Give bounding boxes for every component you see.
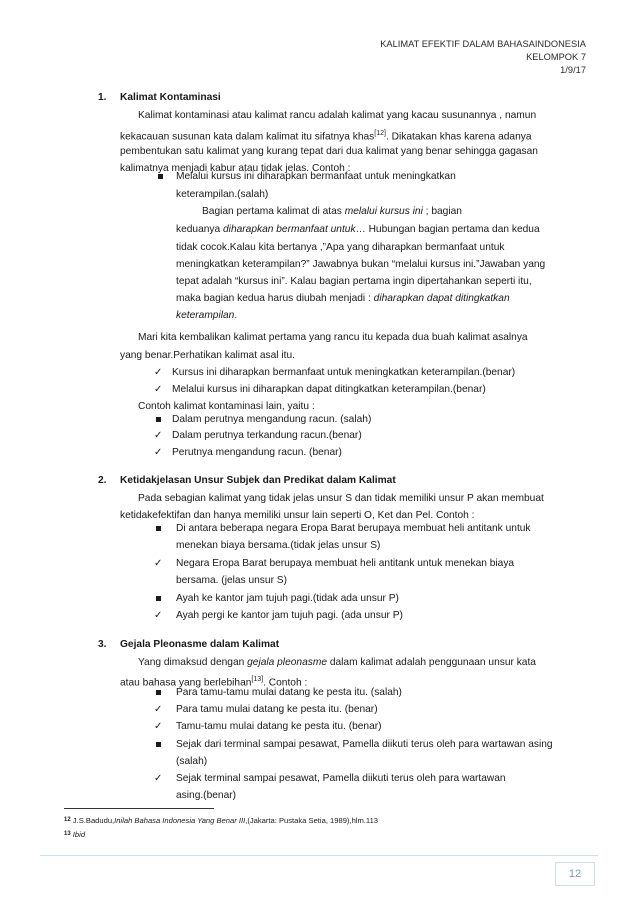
- square-bullet-icon: [156, 737, 161, 753]
- correct-example: Para tamu mulai datang ke pesta itu. (benar): [176, 704, 378, 715]
- footer-divider: [40, 855, 598, 856]
- example-item: Di antara beberapa negara Eropa Barat berupaya membuat heli antitank untuk: [176, 523, 531, 534]
- header-group: KELOMPOK 7: [526, 52, 586, 62]
- explanation-line: maka bagian kedua harus diubah menjadi : diharapkan dapat ditingkatkan: [176, 293, 510, 304]
- section1-paragraph: kekacauan susunan kata dalam kalimat itu sifatnya khas[12]. Dikatakan khas karena adanya: [120, 130, 532, 143]
- checkmark-icon: ✓: [154, 721, 163, 732]
- correct-example: Melalui kursus ini diharapkan dapat ditingkatkan keterampilan.(benar): [172, 384, 486, 395]
- section2-paragraph: ketidakefektifan dan hanya memiliki unsur lain seperti O, Ket dan Pel. Contoh :: [120, 510, 475, 521]
- section1-paragraph: Kalimat kontaminasi atau kalimat rancu adalah kalimat yang kacau susunannya , namun: [138, 110, 537, 121]
- section1-title: Kalimat Kontaminasi: [120, 92, 221, 103]
- checkmark-icon: ✓: [154, 384, 163, 395]
- page-number: 12: [555, 862, 595, 886]
- correct-example: Ayah pergi ke kantor jam tujuh pagi. (ada unsur P): [176, 610, 403, 621]
- header-date: 1/9/17: [560, 65, 586, 75]
- example-item: menekan biaya bersama.(tidak jelas unsur S): [176, 540, 381, 551]
- example-item: Ayah ke kantor jam tujuh pagi.(tidak ada unsur P): [176, 593, 399, 604]
- square-bullet-icon: [158, 169, 163, 185]
- footnote-13: $^{13}$ Ibid: [64, 830, 86, 839]
- section1-paragraph: yang benar.Perhatikan kalimat asal itu.: [120, 350, 295, 361]
- explanation-line: keterampilan.: [176, 310, 238, 321]
- correct-example: Tamu-tamu mulai datang ke pesta itu. (benar): [176, 721, 382, 732]
- explanation-line: keduanya diharapkan bermanfaat untuk… Hubungan bagian pertama dan kedua: [176, 224, 540, 235]
- checkmark-icon: ✓: [154, 367, 163, 378]
- section1-paragraph: kalimatnya menjadi kabur atau tidak jelas. Contoh :: [120, 163, 351, 174]
- explanation-line: tidak cocok.Kalau kita bertanya ,”Apa yang diharapkan bermanfaat untuk: [176, 242, 505, 253]
- correct-example: Negara Eropa Barat berupaya membuat heli antitank untuk menekan biaya: [176, 558, 515, 569]
- square-bullet-icon: [156, 685, 161, 701]
- checkmark-icon: ✓: [154, 558, 163, 569]
- section2-title: Ketidakjelasan Unsur Subjek dan Predikat dalam Kalimat: [120, 475, 396, 486]
- example-item: Sejak dari terminal sampai pesawat, Pamella diikuti terus oleh para wartawan asing: [176, 739, 553, 750]
- example-item: Melalui kursus ini diharapkan bermanfaat untuk meningkatkan: [176, 171, 456, 182]
- section1-number: 1.: [98, 92, 107, 103]
- section1-paragraph: pembentukan satu kalimat yang kurang tepat dari dua kalimat yang benar sehingga gagasan: [120, 146, 538, 157]
- explanation-line: Bagian pertama kalimat di atas melalui kursus ini ; bagian: [202, 206, 462, 217]
- correct-example: Sejak terminal sampai pesawat, Pamella diikuti terus oleh para wartawan: [176, 773, 506, 784]
- section3-paragraph: atau bahasa yang berlebihan[13]. Contoh :: [120, 676, 308, 689]
- checkmark-icon: ✓: [154, 610, 163, 621]
- correct-example: Perutnya mengandung racun. (benar): [172, 447, 342, 458]
- explanation-line: tepat adalah “kursus ini”. Kalau bagian pertama ingin dipertahankan seperti itu,: [176, 276, 532, 287]
- section1-paragraph: Mari kita kembalikan kalimat pertama yang rancu itu kepada dua buah kalimat asalnya: [138, 332, 528, 343]
- correct-example: asing.(benar): [176, 790, 237, 801]
- section3-title: Gejala Pleonasme dalam Kalimat: [120, 639, 280, 650]
- checkmark-icon: ✓: [154, 430, 163, 441]
- checkmark-icon: ✓: [154, 704, 163, 715]
- checkmark-icon: ✓: [154, 447, 163, 458]
- correct-example: Dalam perutnya terkandung racun.(benar): [172, 430, 362, 441]
- example-item: (salah): [176, 756, 208, 767]
- square-bullet-icon: [156, 412, 161, 428]
- square-bullet-icon: [156, 591, 161, 607]
- running-header: [380, 38, 586, 77]
- example-item: keterampilan.(salah): [176, 189, 269, 200]
- footnote-divider: [64, 808, 214, 809]
- section3-number: 3.: [98, 639, 107, 650]
- correct-example: Kursus ini diharapkan bermanfaat untuk meningkatkan keterampilan.(benar): [172, 367, 516, 378]
- section3-paragraph: Yang dimaksud dengan gejala pleonasme dalam kalimat adalah penggunaan unsur kata: [138, 657, 536, 668]
- explanation-line: meningkatkan keterampilan?” Jawabnya bukan “melalui kursus ini.”Jawaban yang: [176, 259, 546, 270]
- example-item: Dalam perutnya mengandung racun. (salah): [172, 414, 372, 425]
- example-item: Para tamu-tamu mulai datang ke pesta itu. (salah): [176, 687, 402, 698]
- footnote-ref-13[interactable]: [13]: [251, 676, 264, 683]
- section1-paragraph: Contoh kalimat kontaminasi lain, yaitu :: [138, 401, 315, 412]
- footnote-12: $^{12}$ J.S.Badudu,Inilah Bahasa Indonesia Yang Benar III,(Jakarta: Pustaka Setia, 1989),hlm.113: [64, 816, 379, 825]
- header-title: KALIMAT EFEKTIF DALAM BAHASAINDONESIA: [380, 39, 586, 49]
- square-bullet-icon: [156, 521, 161, 537]
- footnote-ref-12[interactable]: [12]: [374, 130, 386, 137]
- section2-number: 2.: [98, 475, 107, 486]
- correct-example: bersama. (jelas unsur S): [176, 575, 287, 586]
- checkmark-icon: ✓: [154, 773, 163, 784]
- section2-paragraph: Pada sebagian kalimat yang tidak jelas unsur S dan tidak memiliki unsur P akan membuat: [138, 493, 544, 504]
